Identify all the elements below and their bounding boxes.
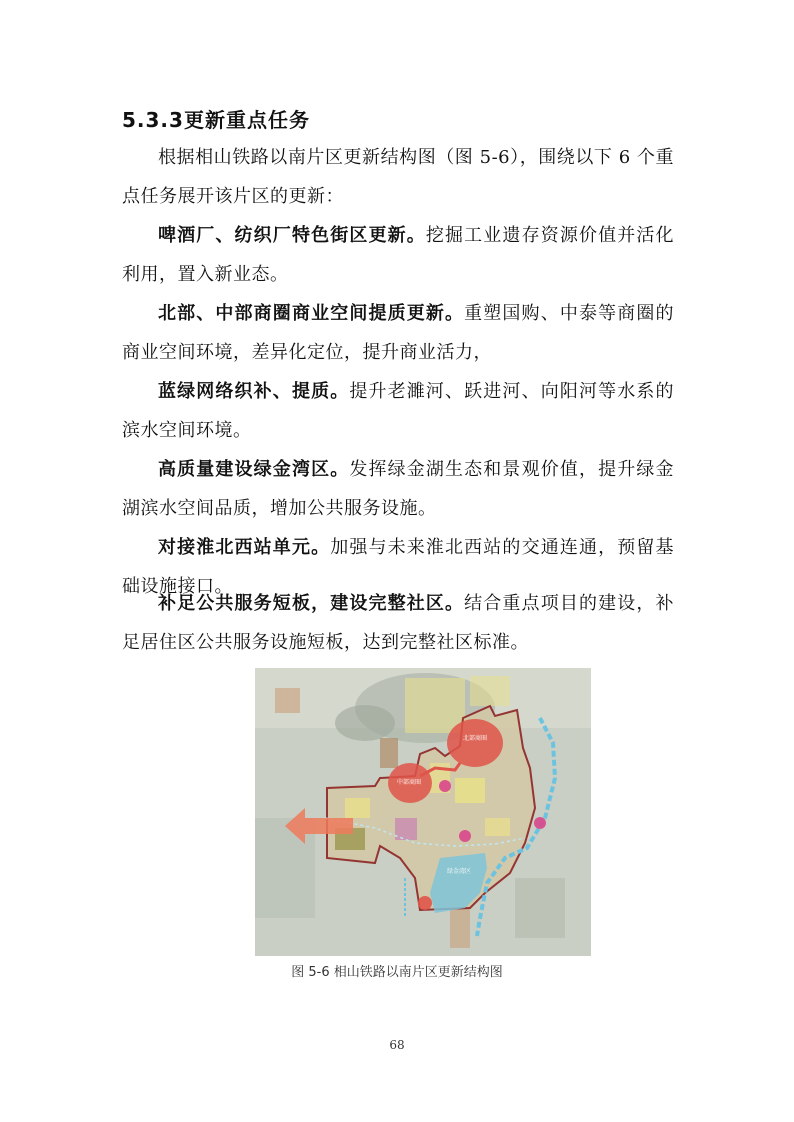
task-title: 补足公共服务短板，建设完整社区。 — [158, 593, 465, 614]
section-heading: 5.3.3更新重点任务 — [122, 108, 310, 132]
north-commercial-circle — [447, 719, 503, 767]
lake-label: 绿金湾区 — [447, 868, 472, 875]
intro-paragraph: 根据相山铁路以南片区更新结构图（图 5-6），围绕以下 6 个重点任务展开该片区的更新： — [122, 147, 674, 207]
structure-map — [255, 668, 591, 956]
task-paragraph-2 — [122, 294, 674, 372]
task-title: 高质量建设绿金湾区。 — [158, 459, 350, 480]
task-body: 发挥绿金湖生态和景观价值，提升绿金湖滨水空间品质，增加公共服务设施。 — [122, 459, 675, 519]
task-body: 加强与未来淮北西站的交通连通，预留基础设施接口。 — [122, 537, 675, 597]
task-paragraph-1 — [122, 216, 674, 294]
task-body: 重塑国购、中泰等商圈的商业空间环境，差异化定位，提升商业活力， — [122, 303, 675, 363]
page-number: 68 — [389, 1038, 405, 1052]
task-paragraph-3 — [122, 372, 674, 450]
figure-caption: 图 5-6 相山铁路以南片区更新结构图 — [291, 965, 503, 980]
task-title: 蓝绿网络织补、提质。 — [158, 381, 350, 402]
north-circle-label: 北部商圈 — [463, 735, 488, 742]
task-body: 提升老濉河、跃进河、向阳河等水系的滨水空间环境。 — [122, 381, 675, 441]
task-body: 挖掘工业遗存资源价值并活化利用，置入新业态。 — [122, 225, 675, 285]
task-body: 结合重点项目的建设，补足居住区公共服务设施短板，达到完整社区标准。 — [122, 593, 675, 653]
central-circle-label: 中部商圈 — [397, 779, 422, 786]
structure-map-figure — [255, 668, 591, 956]
task-paragraph-6 — [122, 584, 674, 662]
task-title: 北部、中部商圈商业空间提质更新。 — [158, 303, 465, 324]
task-title: 啤酒厂、纺织厂特色街区更新。 — [158, 225, 426, 246]
task-title: 对接淮北西站单元。 — [158, 537, 331, 558]
task-paragraph-4 — [122, 450, 674, 528]
